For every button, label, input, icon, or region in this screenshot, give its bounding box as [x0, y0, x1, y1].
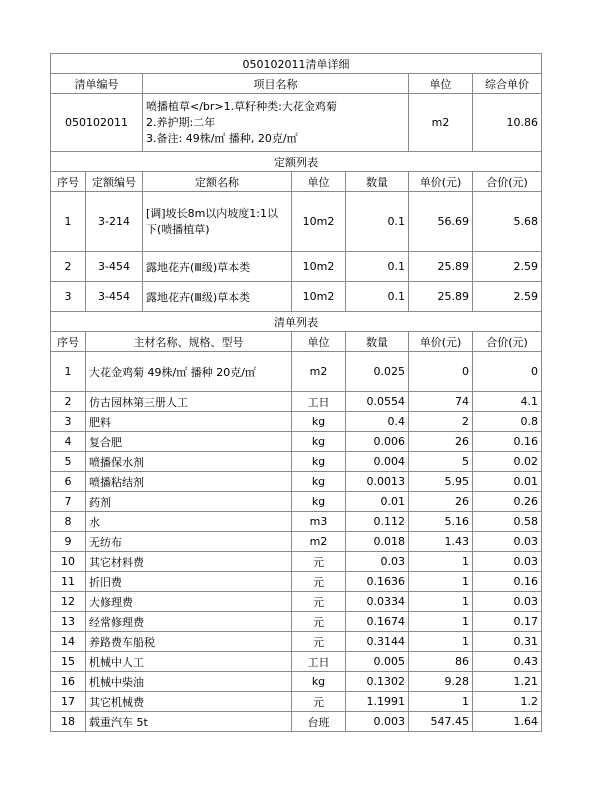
material-name: 大花金鸡菊 49株/㎡ 播种 20克/㎡ — [86, 352, 292, 392]
quota-header-code: 定额编号 — [86, 172, 143, 192]
material-qty: 1.1991 — [346, 692, 409, 712]
material-name: 经常修理费 — [86, 612, 292, 632]
material-no: 18 — [51, 712, 86, 732]
material-name: 复合肥 — [86, 432, 292, 452]
material-row — [51, 712, 542, 732]
material-price: 26 — [409, 492, 473, 512]
item-description — [143, 94, 409, 152]
material-qty: 0.112 — [346, 512, 409, 532]
quota-row — [51, 252, 542, 282]
code-header: 清单编号 — [51, 74, 143, 94]
quota-price: 56.69 — [409, 192, 473, 252]
quota-price: 25.89 — [409, 282, 473, 312]
material-total: 0 — [473, 352, 542, 392]
material-unit: 元 — [292, 612, 346, 632]
material-name: 养路费车船税 — [86, 632, 292, 652]
material-price: 1 — [409, 592, 473, 612]
material-no: 14 — [51, 632, 86, 652]
material-qty: 0.4 — [346, 412, 409, 432]
material-no: 17 — [51, 692, 86, 712]
material-total: 0.03 — [473, 532, 542, 552]
material-unit: 元 — [292, 632, 346, 652]
material-name: 肥料 — [86, 412, 292, 432]
material-row — [51, 532, 542, 552]
quota-section-title-row — [51, 152, 542, 172]
quota-code: 3-454 — [86, 282, 143, 312]
material-qty: 0.0554 — [346, 392, 409, 412]
quota-header-row — [51, 172, 542, 192]
material-name: 无纺布 — [86, 532, 292, 552]
material-name: 其它材料费 — [86, 552, 292, 572]
quota-price: 25.89 — [409, 252, 473, 282]
material-price: 1 — [409, 552, 473, 572]
material-no: 16 — [51, 672, 86, 692]
material-unit: 元 — [292, 592, 346, 612]
material-no: 13 — [51, 612, 86, 632]
material-header-row — [51, 332, 542, 352]
material-price: 0 — [409, 352, 473, 392]
material-total: 1.2 — [473, 692, 542, 712]
quota-section-title: 定额列表 — [51, 152, 542, 172]
material-price: 26 — [409, 432, 473, 452]
material-row — [51, 552, 542, 572]
material-no: 4 — [51, 432, 86, 452]
material-no: 9 — [51, 532, 86, 552]
quota-unit: 10m2 — [292, 282, 346, 312]
material-header-unit: 单位 — [292, 332, 346, 352]
quota-row — [51, 282, 542, 312]
material-unit: kg — [292, 672, 346, 692]
material-qty: 0.1302 — [346, 672, 409, 692]
material-name: 仿古园林第三册人工 — [86, 392, 292, 412]
quota-row — [51, 192, 542, 252]
quota-qty: 0.1 — [346, 192, 409, 252]
material-unit: m2 — [292, 352, 346, 392]
material-price: 5.95 — [409, 472, 473, 492]
material-unit: 元 — [292, 552, 346, 572]
material-total: 0.01 — [473, 472, 542, 492]
material-row — [51, 492, 542, 512]
material-row — [51, 652, 542, 672]
material-price: 5.16 — [409, 512, 473, 532]
material-qty: 0.025 — [346, 352, 409, 392]
material-name: 机械中人工 — [86, 652, 292, 672]
quota-total: 2.59 — [473, 252, 542, 282]
title-row — [51, 54, 542, 74]
item-price: 10.86 — [473, 94, 542, 152]
item-header-row — [51, 74, 542, 94]
material-total: 0.31 — [473, 632, 542, 652]
material-row — [51, 692, 542, 712]
quota-header-total: 合价(元) — [473, 172, 542, 192]
material-total: 0.8 — [473, 412, 542, 432]
material-qty: 0.004 — [346, 452, 409, 472]
item-code: 050102011 — [51, 94, 143, 152]
quota-header-name: 定额名称 — [143, 172, 292, 192]
price-header: 综合单价 — [473, 74, 542, 94]
material-no: 6 — [51, 472, 86, 492]
material-unit: 工日 — [292, 652, 346, 672]
material-qty: 0.3144 — [346, 632, 409, 652]
material-section-title: 清单列表 — [51, 312, 542, 332]
material-row — [51, 572, 542, 592]
material-price: 1 — [409, 632, 473, 652]
material-row — [51, 612, 542, 632]
material-qty: 0.006 — [346, 432, 409, 452]
material-row — [51, 392, 542, 412]
material-row — [51, 472, 542, 492]
quota-qty: 0.1 — [346, 252, 409, 282]
material-row — [51, 432, 542, 452]
material-total: 0.02 — [473, 452, 542, 472]
quota-name: [调]坡长8m以内坡度1:1以下(喷播植草) — [143, 192, 292, 252]
material-no: 11 — [51, 572, 86, 592]
bill-detail-table — [50, 53, 542, 732]
material-total: 0.43 — [473, 652, 542, 672]
item-desc-line1: 喷播植草</br>1.草籽种类:大花金鸡菊 — [146, 99, 337, 113]
material-header-no: 序号 — [51, 332, 86, 352]
material-header-qty: 数量 — [346, 332, 409, 352]
quota-header-qty: 数量 — [346, 172, 409, 192]
material-price: 1 — [409, 572, 473, 592]
item-desc-line3: 3.备注: 49株/㎡ 播种, 20克/㎡ — [146, 131, 298, 145]
quota-name: 露地花卉(Ⅲ级)草本类 — [143, 252, 292, 282]
quota-code: 3-214 — [86, 192, 143, 252]
material-name: 药剂 — [86, 492, 292, 512]
material-unit: 工日 — [292, 392, 346, 412]
material-row — [51, 592, 542, 612]
material-no: 5 — [51, 452, 86, 472]
material-name: 喷播粘结剂 — [86, 472, 292, 492]
material-no: 8 — [51, 512, 86, 532]
material-no: 12 — [51, 592, 86, 612]
material-price: 2 — [409, 412, 473, 432]
name-header: 项目名称 — [143, 74, 409, 94]
material-price: 86 — [409, 652, 473, 672]
material-total: 4.1 — [473, 392, 542, 412]
material-no: 15 — [51, 652, 86, 672]
quota-unit: 10m2 — [292, 252, 346, 282]
quota-header-no: 序号 — [51, 172, 86, 192]
material-unit: 元 — [292, 692, 346, 712]
quota-header-price: 单价(元) — [409, 172, 473, 192]
material-header-price: 单价(元) — [409, 332, 473, 352]
material-name: 机械中柴油 — [86, 672, 292, 692]
material-no: 3 — [51, 412, 86, 432]
material-price: 547.45 — [409, 712, 473, 732]
material-qty: 0.0334 — [346, 592, 409, 612]
material-header-total: 合价(元) — [473, 332, 542, 352]
quota-total: 2.59 — [473, 282, 542, 312]
material-qty: 0.1674 — [346, 612, 409, 632]
material-total: 0.16 — [473, 432, 542, 452]
material-total: 0.03 — [473, 592, 542, 612]
quota-unit: 10m2 — [292, 192, 346, 252]
material-header-name: 主材名称、规格、型号 — [86, 332, 292, 352]
material-price: 9.28 — [409, 672, 473, 692]
quota-no: 2 — [51, 252, 86, 282]
material-row — [51, 352, 542, 392]
item-row — [51, 94, 542, 152]
material-qty: 0.03 — [346, 552, 409, 572]
quota-no: 3 — [51, 282, 86, 312]
material-no: 2 — [51, 392, 86, 412]
material-unit: kg — [292, 432, 346, 452]
material-section-title-row — [51, 312, 542, 332]
unit-header: 单位 — [409, 74, 473, 94]
material-total: 0.16 — [473, 572, 542, 592]
material-row — [51, 452, 542, 472]
material-unit: 台班 — [292, 712, 346, 732]
material-total: 0.58 — [473, 512, 542, 532]
material-price: 1 — [409, 612, 473, 632]
material-qty: 0.0013 — [346, 472, 409, 492]
material-price: 74 — [409, 392, 473, 412]
material-total: 1.64 — [473, 712, 542, 732]
quota-no: 1 — [51, 192, 86, 252]
material-name: 折旧费 — [86, 572, 292, 592]
material-qty: 0.01 — [346, 492, 409, 512]
material-no: 7 — [51, 492, 86, 512]
material-unit: kg — [292, 412, 346, 432]
quota-header-unit: 单位 — [292, 172, 346, 192]
quota-total: 5.68 — [473, 192, 542, 252]
material-qty: 0.018 — [346, 532, 409, 552]
material-unit: kg — [292, 452, 346, 472]
material-price: 1 — [409, 692, 473, 712]
material-qty: 0.005 — [346, 652, 409, 672]
material-name: 水 — [86, 512, 292, 532]
material-name: 其它机械费 — [86, 692, 292, 712]
material-no: 10 — [51, 552, 86, 572]
material-row — [51, 632, 542, 652]
item-unit: m2 — [409, 94, 473, 152]
material-name: 载重汽车 5t — [86, 712, 292, 732]
material-unit: kg — [292, 492, 346, 512]
material-row — [51, 512, 542, 532]
material-unit: m2 — [292, 532, 346, 552]
material-name: 大修理费 — [86, 592, 292, 612]
material-total: 1.21 — [473, 672, 542, 692]
material-total: 0.26 — [473, 492, 542, 512]
material-row — [51, 672, 542, 692]
quota-qty: 0.1 — [346, 282, 409, 312]
material-price: 5 — [409, 452, 473, 472]
material-qty: 0.003 — [346, 712, 409, 732]
page-title: 050102011清单详细 — [51, 54, 542, 74]
quota-name: 露地花卉(Ⅲ级)草本类 — [143, 282, 292, 312]
material-total: 0.17 — [473, 612, 542, 632]
material-total: 0.03 — [473, 552, 542, 572]
material-name: 喷播保水剂 — [86, 452, 292, 472]
material-row — [51, 412, 542, 432]
quota-code: 3-454 — [86, 252, 143, 282]
item-desc-line2: 2.养护期:二年 — [146, 115, 216, 129]
material-unit: m3 — [292, 512, 346, 532]
material-price: 1.43 — [409, 532, 473, 552]
material-unit: 元 — [292, 572, 346, 592]
material-no: 1 — [51, 352, 86, 392]
material-unit: kg — [292, 472, 346, 492]
material-qty: 0.1636 — [346, 572, 409, 592]
